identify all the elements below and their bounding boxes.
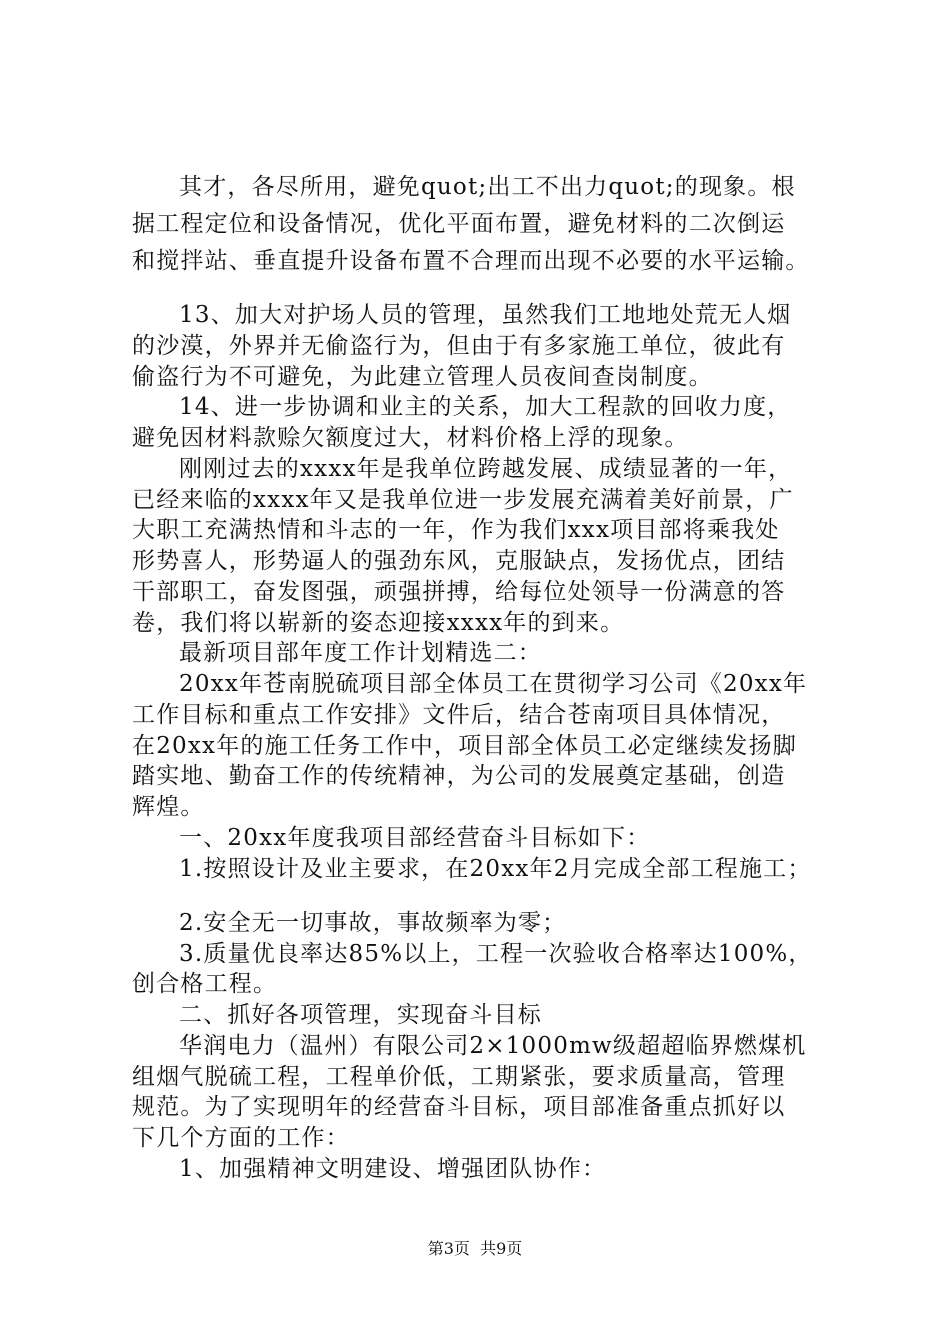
text-line: 一、20xx年度我项目部经营奋斗目标如下： [179,825,651,851]
text-line: 避免因材料款赊欠额度过大，材料价格上浮的现象。 [132,425,689,451]
text-line: 下几个方面的工作： [132,1125,350,1151]
text-line: 13、加大对护场人员的管理，虽然我们工地地处荒无人烟 [179,302,792,328]
text-line: 其才，各尽所用，避免quot;出工不出力quot;的现象。根 [179,174,796,200]
text-line: 2.安全无一切事故，事故频率为零； [179,910,567,936]
text-line: 3.质量优良率达85%以上，工程一次验收合格率达100%， [179,941,813,967]
text-line: 大职工充满热情和斗志的一年，作为我们xxx项目部将乘我处 [132,517,780,543]
text-line: 工作目标和重点工作安排》文件后，结合苍南项目具体情况， [132,702,786,728]
text-line: 二、抓好各项管理，实现奋斗目标 [179,1002,542,1028]
text-line: 华润电力（温州）有限公司2×1000mw级超超临界燃煤机 [179,1033,807,1059]
text-line: 卷，我们将以崭新的姿态迎接xxxx年的到来。 [132,610,625,636]
text-line: 在20xx年的施工任务工作中，项目部全体员工必定继续发扬脚 [132,733,798,759]
text-line: 和搅拌站、垂直提升设备布置不合理而出现不必要的水平运输。 [132,248,810,274]
text-line: 最新项目部年度工作计划精选二： [179,640,542,666]
text-line: 已经来临的xxxx年又是我单位进一步发展充满着美好前景，广 [132,487,794,513]
text-line: 的沙漠，外界并无偷盗行为，但由于有多家施工单位，彼此有 [132,333,786,359]
text-line: 14、进一步协调和业主的关系，加大工程款的回收力度， [179,394,792,420]
text-line: 干部职工，奋发图强，顽强拼搏，给每位处领导一份满意的答 [132,579,786,605]
text-line: 20xx年苍南脱硫项目部全体员工在贯彻学习公司《20xx年 [179,671,808,697]
text-line: 据工程定位和设备情况，优化平面布置，避免材料的二次倒运 [132,211,786,237]
text-line: 组烟气脱硫工程，工程单价低，工期紧张，要求质量高，管理 [132,1064,786,1090]
text-line: 1.按照设计及业主要求，在20xx年2月完成全部工程施工； [179,856,812,882]
text-line: 创合格工程。 [132,971,278,997]
text-line: 规范。为了实现明年的经营奋斗目标，项目部准备重点抓好以 [132,1094,786,1120]
text-line: 形势喜人，形势逼人的强劲东风，克服缺点，发扬优点，团结 [132,548,786,574]
text-line: 偷盗行为不可避免，为此建立管理人员夜间查岗制度。 [132,364,713,390]
text-line: 刚刚过去的xxxx年是我单位跨越发展、成绩显著的一年， [179,456,793,482]
text-line: 踏实地、勤奋工作的传统精神，为公司的发展奠定基础，创造 [132,763,786,789]
text-line: 1、加强精神文明建设、增强团队协作： [179,1156,607,1182]
page-footer: 第3页 共9页 [427,1239,523,1258]
text-line: 辉煌。 [132,794,205,820]
